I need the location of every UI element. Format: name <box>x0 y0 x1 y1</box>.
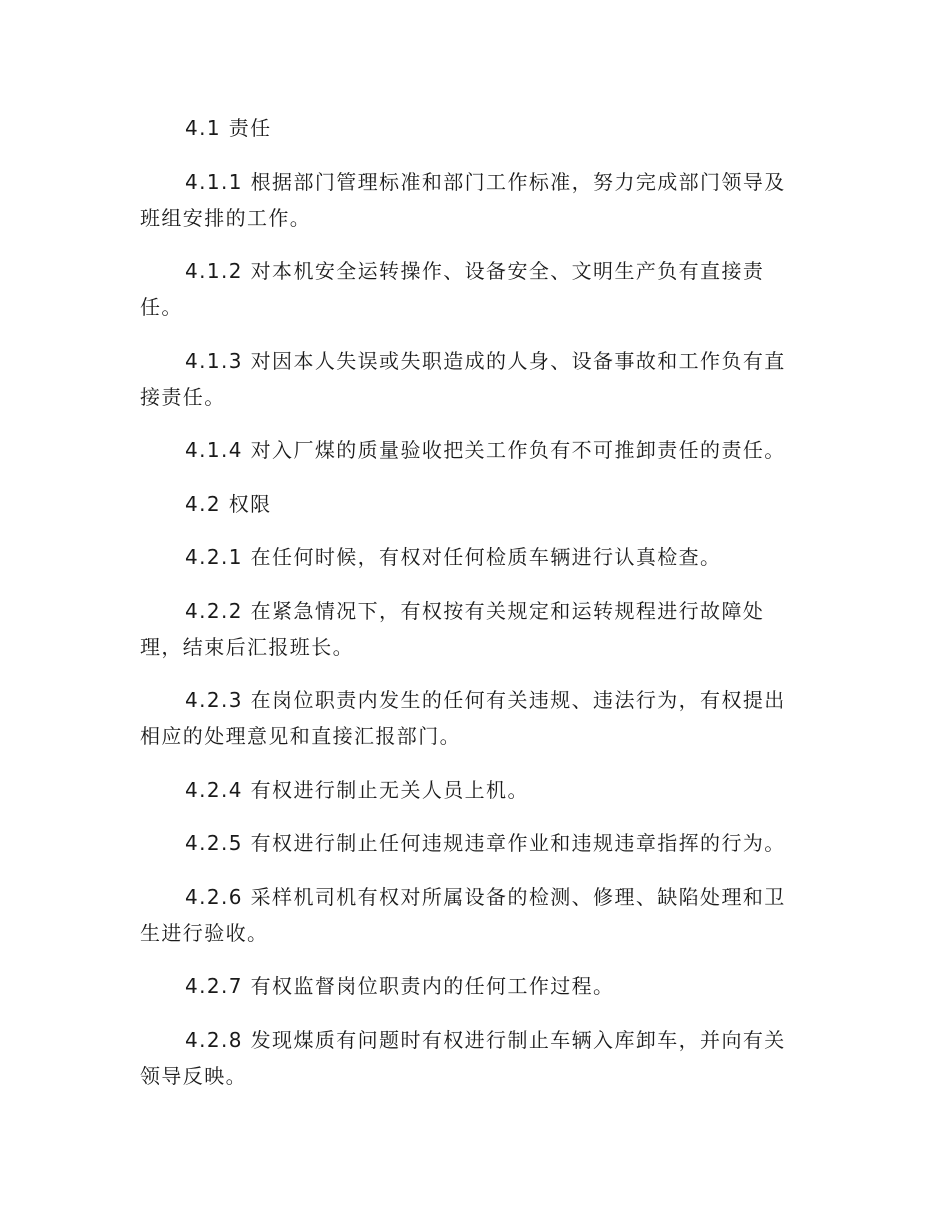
clause-4-2-3: 4.2.3 在岗位职责内发生的任何有关违规、违法行为，有权提出相应的处理意见和直接汇报部门。 <box>140 688 786 748</box>
clause-4-2-1: 4.2.1 在任何时候，有权对任何检质车辆进行认真检查。 <box>185 545 722 569</box>
section-heading-4-2: 4.2 权限 <box>185 491 272 516</box>
clause-4-2-8: 4.2.8 发现煤质有问题时有权进行制止车辆入库卸车，并向有关领导反映。 <box>140 1027 786 1088</box>
clause-4-1-3: 4.1.3 对因本人失误或失职造成的人身、设备事故和工作负有直接责任。 <box>140 348 786 409</box>
clause-4-2-6: 4.2.6 采样机司机有权对所属设备的检测、修理、缺陷处理和卫生进行验收。 <box>140 884 786 945</box>
section-heading-4-1: 4.1 责任 <box>185 116 272 140</box>
clause-4-1-2: 4.1.2 对本机安全运转操作、设备安全、文明生产负有直接责任。 <box>140 259 765 319</box>
clause-4-2-2: 4.2.2 在紧急情况下，有权按有关规定和运转规程进行故障处理，结束后汇报班长。 <box>140 598 765 659</box>
clause-4-2-5: 4.2.5 有权进行制止任何违规违章作业和违规违章指挥的行为。 <box>185 831 786 855</box>
clause-4-1-1: 4.1.1 根据部门管理标准和部门工作标准，努力完成部门领导及班组安排的工作。 <box>140 169 786 230</box>
clause-4-2-4: 4.2.4 有权进行制止无关人员上机。 <box>185 777 529 802</box>
clause-4-1-4: 4.1.4 对入厂煤的质量验收把关工作负有不可推卸责任的责任。 <box>185 438 786 462</box>
clause-4-2-7: 4.2.7 有权监督岗位职责内的任何工作过程。 <box>185 974 615 998</box>
document-body <box>140 110 794 1111</box>
